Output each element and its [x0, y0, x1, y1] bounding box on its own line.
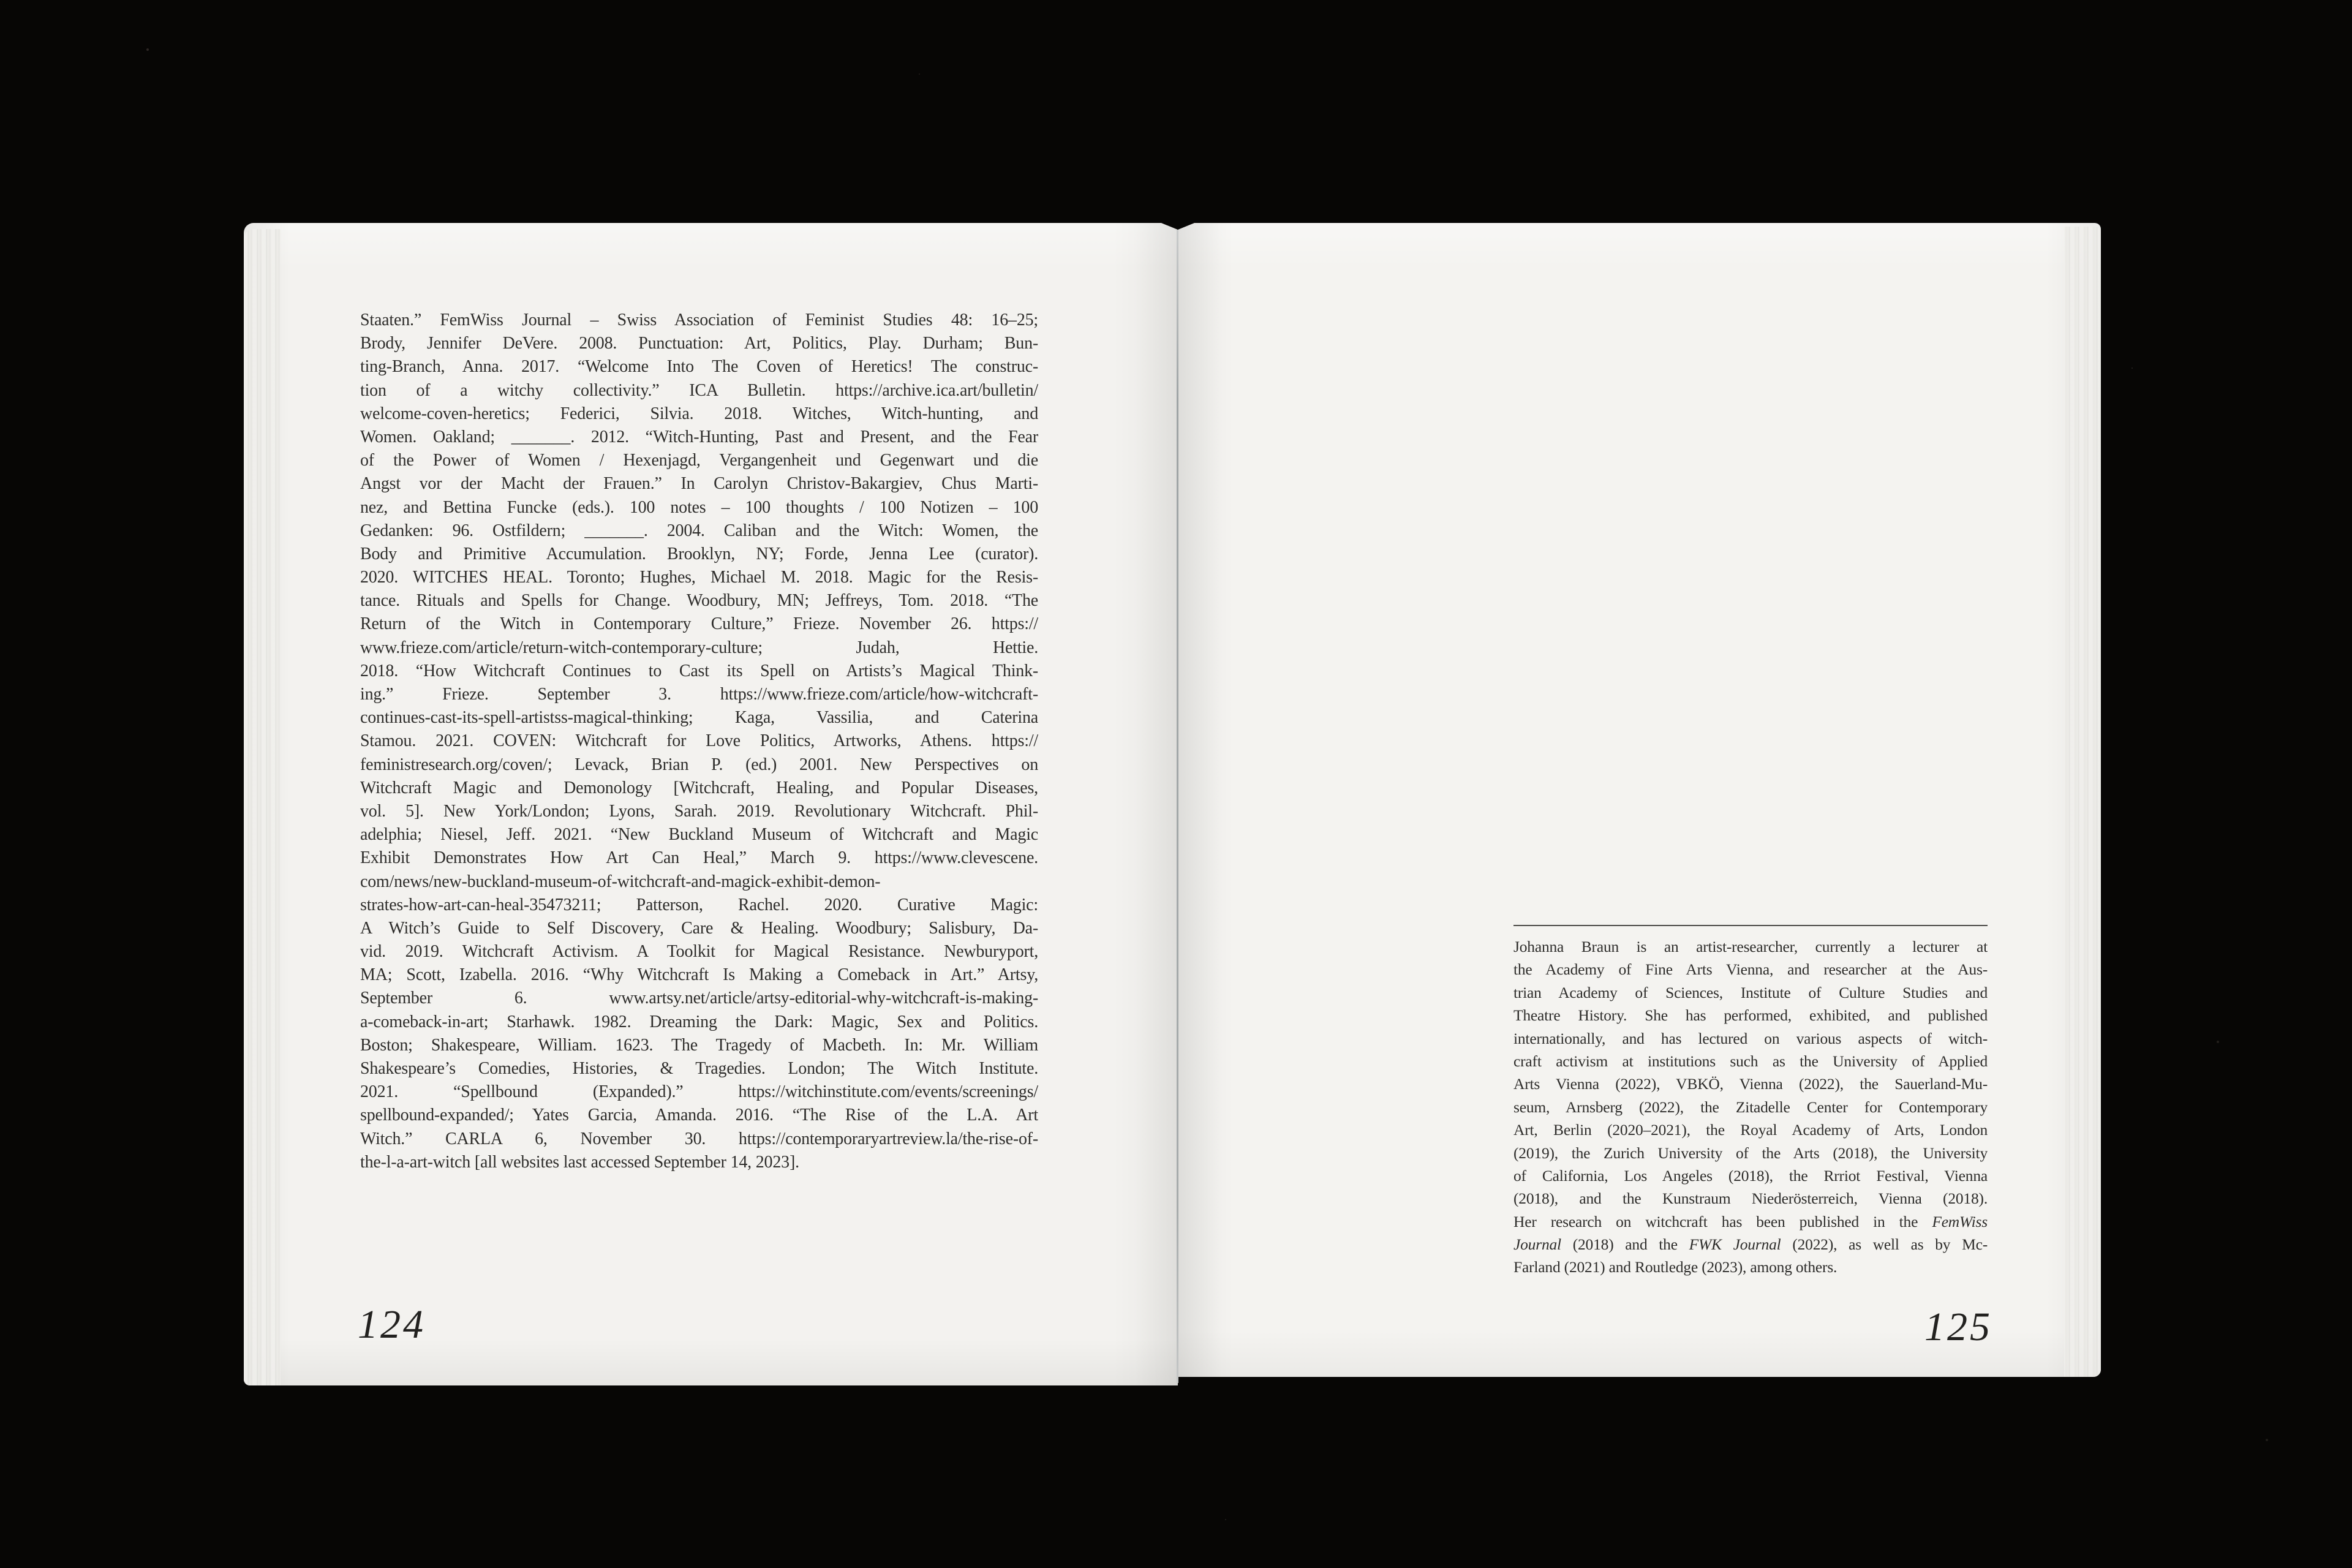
gutter-top-notch [1161, 223, 1194, 230]
text-line: ting-Branch, Anna. 2017. “Welcome Into The Coven of Heretics! The construc- [360, 357, 1038, 377]
text-line: MA; Scott, Izabella. 2016. “Why Witchcraft Is Making a Comeback in Art.” Artsy, [360, 965, 1038, 985]
text-line: 2020. WITCHES HEAL. Toronto; Hughes, Michael M. 2018. Magic for the Resis- [360, 568, 1038, 587]
text-line: Body and Primitive Accumulation. Brooklyn, NY; Forde, Jenna Lee (curator). [360, 544, 1038, 564]
left-gutter-shadow [1135, 223, 1178, 1385]
text-line: Women. Oakland; _______. 2012. “Witch-Hunting, Past and Present, and the Fear [360, 427, 1038, 447]
text-line: ing.” Frieze. September 3. https://www.frieze.com/article/how-witchcraft- [360, 685, 1038, 704]
text-line: of the Power of Women / Hexenjagd, Vergangenheit und Gegenwart und die [360, 451, 1038, 470]
text-line: spellbound-expanded/; Yates Garcia, Amanda. 2016. “The Rise of the L.A. Art [360, 1106, 1038, 1125]
text-line: www.frieze.com/article/return-witch-contemporary-culture; Judah, Hettie. [360, 638, 1038, 657]
text-line: tion of a witchy collectivity.” ICA Bulletin. https://archive.ica.art/bulletin/ [360, 380, 1038, 400]
text-line: welcome-coven-heretics; Federici, Silvia. 2018. Witches, Witch-hunting, and [360, 404, 1038, 423]
text-line: Theatre History. She has performed, exhibited, and published [1513, 1006, 1988, 1025]
text-line: Art, Berlin (2020–2021), the Royal Academy of Arts, London [1513, 1121, 1988, 1139]
text-line: 2018. “How Witchcraft Continues to Cast its Spell on Artists’s Magical Think- [360, 661, 1038, 680]
text-line: (2019), the Zurich University of the Arts (2018), the University [1513, 1144, 1988, 1162]
text-line: Johanna Braun is an artist-researcher, currently a lecturer at [1513, 938, 1988, 956]
text-line: Exhibit Demonstrates How Art Can Heal,” March 9. https://www.clevescene. [360, 848, 1038, 868]
left-page-edge-stack [244, 229, 281, 1385]
text-line: Gedanken: 96. Ostfildern; _______. 2004. Caliban and the Witch: Women, the [360, 521, 1038, 540]
text-line: seum, Arnsberg (2022), the Zitadelle Center for Contemporary [1513, 1098, 1988, 1116]
text-line: trian Academy of Sciences, Institute of Culture Studies and [1513, 983, 1988, 1001]
left-page [244, 223, 1178, 1385]
right-page-edge-stack [2064, 227, 2101, 1377]
author-bio-text [1513, 935, 1988, 1279]
text-line: September 6. www.artsy.net/article/artsy-editorial-why-witchcraft-is-making- [360, 989, 1038, 1008]
text-line: Her research on witchcraft has been published in the FemWiss [1513, 1212, 1988, 1231]
right-gutter-shadow [1178, 223, 1221, 1377]
text-line: Witchcraft Magic and Demonology [Witchcraft, Healing, and Popular Diseases, [360, 778, 1038, 797]
text-line: (2018), and the Kunstraum Niederösterreich, Vienna (2018). [1513, 1189, 1988, 1208]
text-line: continues-cast-its-spell-artistss-magical-thinking; Kaga, Vassilia, and Caterina [360, 708, 1038, 728]
dust-specks [0, 0, 1, 1]
text-line: nez, and Bettina Funcke (eds.). 100 notes – 100 thoughts / 100 Notizen – 100 [360, 497, 1038, 517]
text-line: internationally, and has lectured on various aspects of witch- [1513, 1029, 1988, 1047]
text-line: vid. 2019. Witchcraft Activism. A Toolkit for Magical Resistance. Newburyport, [360, 942, 1038, 962]
book-spread [244, 223, 2101, 1385]
text-line: Stamou. 2021. COVEN: Witchcraft for Love Politics, Artworks, Athens. https:// [360, 731, 1038, 751]
right-page [1178, 223, 2101, 1377]
text-line: Witch.” CARLA 6, November 30. https://contemporaryartreview.la/the-rise-of- [360, 1129, 1038, 1148]
text-line: the Academy of Fine Arts Vienna, and researcher at the Aus- [1513, 960, 1988, 979]
text-line: Arts Vienna (2022), VBKÖ, Vienna (2022), the Sauerland-Mu- [1513, 1075, 1988, 1093]
text-line: craft activism at institutions such as the University of Applied [1513, 1052, 1988, 1070]
left-page-number: 124 [358, 1302, 426, 1347]
text-line: Return of the Witch in Contemporary Culture,” Frieze. November 26. https:// [360, 614, 1038, 634]
text-line: Staaten.” FemWiss Journal – Swiss Association of Feminist Studies 48: 16–25; [360, 311, 1038, 330]
book-gutter-line [1177, 227, 1178, 1383]
author-bio-block [1513, 925, 1988, 1279]
text-line: strates-how-art-can-heal-35473211; Patterson, Rachel. 2020. Curative Magic: [360, 895, 1038, 914]
text-line: Farland (2021) and Routledge (2023), among others. [1513, 1258, 1838, 1276]
text-line: tance. Rituals and Spells for Change. Woodbury, MN; Jeffreys, Tom. 2018. “The [360, 591, 1038, 611]
text-line: Brody, Jennifer DeVere. 2008. Punctuation: Art, Politics, Play. Durham; Bun- [360, 334, 1038, 353]
right-page-number: 125 [1924, 1305, 1992, 1349]
text-line: Angst vor der Macht der Frauen.” In Carolyn Christov-Bakargiev, Chus Marti- [360, 474, 1038, 494]
bibliography-text [360, 309, 1038, 1174]
text-line: a-comeback-in-art; Starhawk. 1982. Dreaming the Dark: Magic, Sex and Politics. [360, 1012, 1038, 1031]
text-line: 2021. “Spellbound (Expanded).” https://witchinstitute.com/events/screenings/ [360, 1082, 1038, 1102]
text-line: com/news/new-buckland-museum-of-witchcraft-and-magick-exhibit-demon- [360, 872, 881, 891]
text-line: A Witch’s Guide to Self Discovery, Care & Healing. Woodbury; Salisbury, Da- [360, 918, 1038, 938]
text-line: vol. 5]. New York/London; Lyons, Sarah. 2019. Revolutionary Witchcraft. Phil- [360, 801, 1038, 821]
bio-divider-line [1513, 925, 1988, 926]
text-line: Boston; Shakespeare, William. 1623. The Tragedy of Macbeth. In: Mr. William [360, 1035, 1038, 1055]
text-line: of California, Los Angeles (2018), the Rrriot Festival, Vienna [1513, 1166, 1988, 1185]
text-line: adelphia; Niesel, Jeff. 2021. “New Buckland Museum of Witchcraft and Magic [360, 825, 1038, 845]
text-line: Shakespeare’s Comedies, Histories, & Tragedies. London; The Witch Institute. [360, 1059, 1038, 1078]
text-line: the-l-a-art-witch [all websites last accessed September 14, 2023]. [360, 1152, 799, 1172]
text-line: Journal (2018) and the FWK Journal (2022), as well as by Mc- [1513, 1235, 1988, 1254]
text-line: feministresearch.org/coven/; Levack, Brian P. (ed.) 2001. New Perspectives on [360, 755, 1038, 774]
